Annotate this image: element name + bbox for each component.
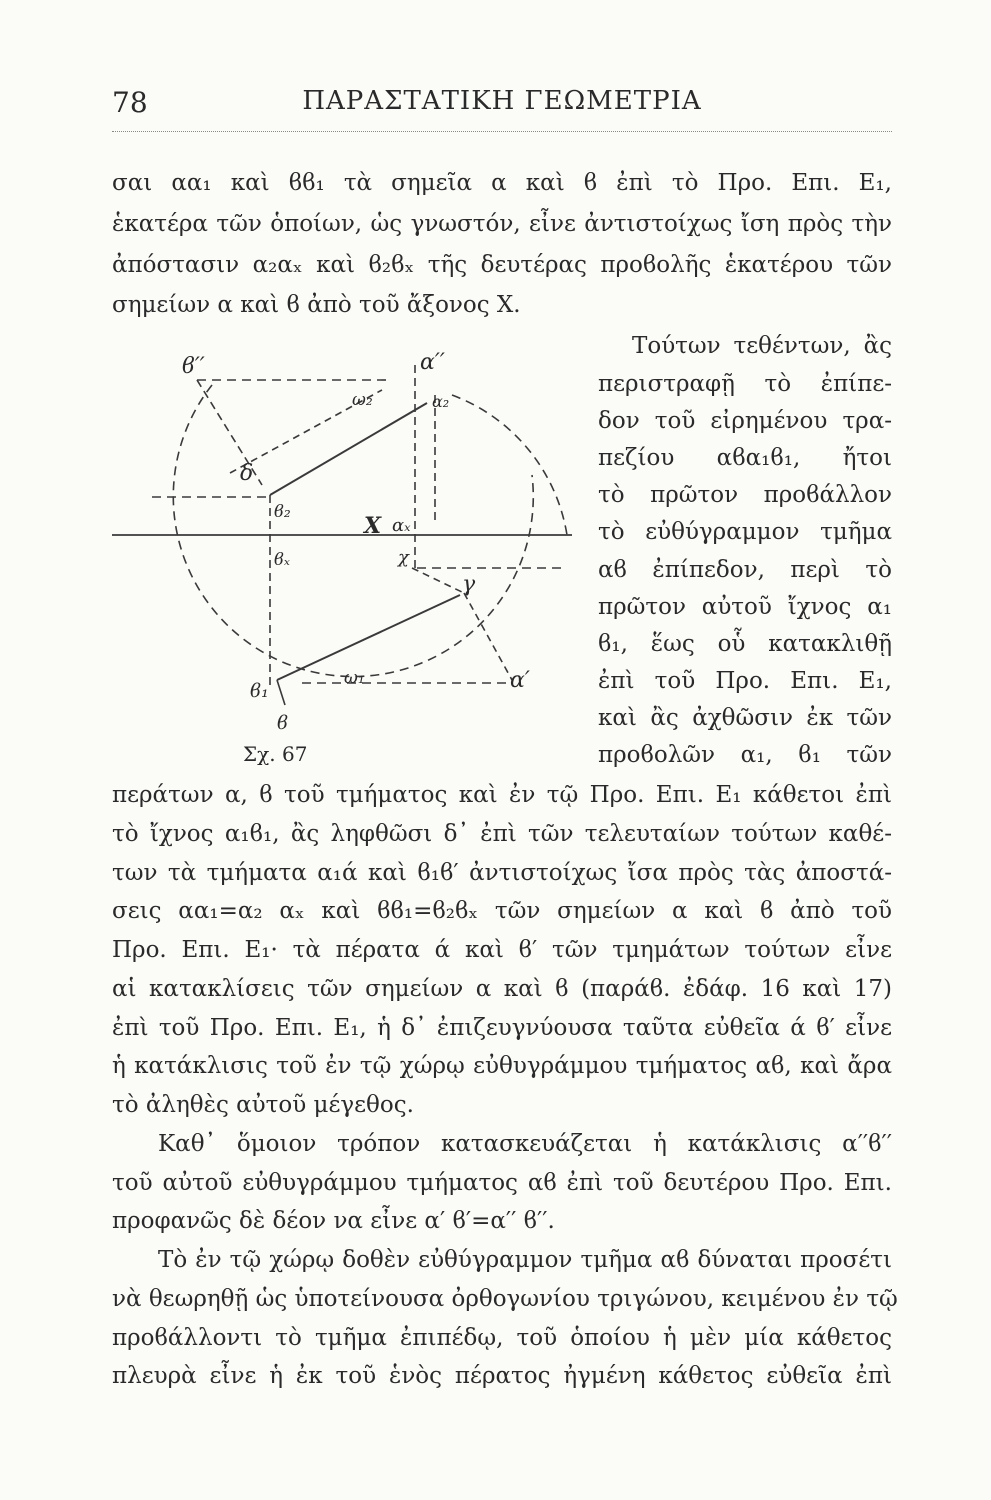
text-line: ἡ κατάκλισις τοῦ ἐν τῷ χώρῳ εὐθυγράμμου τμήματος αϐ, καὶ ἄρα: [112, 1053, 892, 1079]
label-aprime: α′: [510, 668, 530, 693]
text-line: τοῦ αὐτοῦ εὐθυγράμμου τμήματος αϐ ἐπὶ τοῦ δευτέρου Προ. Επι.: [112, 1170, 892, 1196]
text-line-right: προϐολῶν α₁, ϐ₁ τῶν: [598, 742, 892, 768]
label-a2: α₂: [432, 392, 450, 411]
segment-b2-a2: [270, 403, 427, 495]
text-line: τὸ ἴχνος α₁ϐ₁, ἂς ληφθῶσι δ᾿ ἐπὶ τῶν τελευταίων τούτων καθέ-: [112, 821, 892, 847]
label-X: Χ: [364, 513, 382, 539]
text-line: των τὰ τμήματα α₁ά καὶ ϐ₁ϐ′ ἀντιστοίχως ἴσα πρὸς τὰς ἀποστά-: [112, 860, 892, 886]
label-gamma: γ: [462, 572, 476, 597]
text-line: ἑκατέρα τῶν ὁποίων, ὡς γνωστόν, εἶνε ἀντιστοίχως ἴση πρὸς τὴν: [112, 211, 892, 237]
text-line-right: περιστραφῇ τὸ ἐπίπε-: [598, 371, 892, 397]
text-line: Καθ᾿ ὅμοιον τρόπον κατασκευάζεται ἡ κατάκλισις α′′ϐ′′: [158, 1131, 892, 1157]
running-title: ΠΑΡΑΣΤΑΤΙΚΗ ΓΕΩΜΕΤΡΙΑ: [302, 86, 702, 116]
text-line: πλευρὰ εἶνε ἡ ἐκ τοῦ ἑνὸς πέρατος ἠγμένη κάθετος εὐθεῖα ἐπὶ: [112, 1363, 892, 1389]
label-omega1: ω₁: [344, 668, 365, 688]
label-b2prime: ϐ′′: [182, 354, 205, 379]
text-line-right: ἐπὶ τοῦ Προ. Επι. Ε₁,: [598, 668, 892, 694]
segment-b1-gamma: [277, 595, 460, 680]
text-line-right: Τούτων τεθέντων, ἂς: [632, 333, 892, 359]
label-ax: αₓ: [392, 515, 411, 536]
text-line-right: ϐ₁, ἕως οὗ κατακλιθῇ: [598, 631, 892, 657]
page-header: [112, 86, 892, 130]
label-b: ϐ: [277, 712, 289, 734]
text-line-right: τὸ εὐθύγραμμον τμῆμα: [598, 519, 892, 545]
text-line: νὰ θεωρηθῇ ὡς ὑποτείνουσα ὀρθογωνίου τριγώνου, κειμένου ἐν τῷ: [112, 1286, 898, 1312]
segment-gamma-a: [464, 593, 512, 680]
header-rule: [112, 131, 892, 132]
text-line: προϐάλλοντι τὸ τμῆμα ἐπιπέδῳ, τοῦ ὁποίου ἡ μὲν μία κάθετος: [112, 1325, 892, 1351]
label-b2: ϐ₂: [274, 502, 291, 522]
text-line: περάτων α, ϐ τοῦ τμήματος καὶ ἐν τῷ Προ. Επι. Ε₁ κάθετοι ἐπὶ: [112, 782, 892, 808]
segment-b1-b: [277, 680, 285, 705]
label-x: χ: [398, 547, 409, 568]
figure-caption: Σχ. 67: [243, 742, 308, 766]
page-number: 78: [112, 86, 148, 119]
text-line: αἱ κατακλίσεις τῶν σημείων α καὶ ϐ (παράϐ. ἐδάφ. 16 καὶ 17): [112, 976, 892, 1002]
text-line-right: πρῶτον αὐτοῦ ἴχνος α₁: [598, 594, 892, 620]
text-line-right: πεζίου αϐα₁ϐ₁, ἤτοι: [598, 445, 892, 471]
label-a2prime: α′′: [420, 350, 445, 375]
label-omega2: ω₂: [352, 390, 373, 410]
circle-arc-right: [452, 395, 567, 535]
label-bx: ϐₓ: [274, 550, 290, 570]
text-line: σεις αα₁=α₂ αₓ καὶ ϐϐ₁=ϐ₂ϐₓ τῶν σημείων α καὶ ϐ ἀπὸ τοῦ: [112, 898, 892, 924]
segment-x-gamma: [412, 568, 464, 593]
text-line: Προ. Επι. Ε₁· τὰ πέρατα ά καὶ ϐ′ τῶν τμημάτων τούτων εἶνε: [112, 937, 892, 963]
label-b1: ϐ₁: [250, 680, 269, 702]
text-line: σαι αα₁ καὶ ϐϐ₁ τὰ σημεῖα α καὶ ϐ ἐπὶ τὸ Προ. Επι. Ε₁,: [112, 170, 892, 196]
text-line: ἐπὶ τοῦ Προ. Επι. Ε₁, ἡ δ᾿ ἐπιζευγνύουσα ταῦτα εὐθεῖα ά ϐ′ εἶνε: [112, 1015, 892, 1041]
text-line-right: δον τοῦ εἰρημένου τρα-: [598, 408, 892, 434]
text-line: σημείων α καὶ ϐ ἀπὸ τοῦ ἄξονος Χ.: [112, 292, 521, 318]
text-line-right: τὸ πρῶτον προϐάλλον: [598, 482, 892, 508]
text-line: ἀπόστασιν α₂αₓ καὶ ϐ₂ϐₓ τῆς δευτέρας προϐολῆς ἑκατέρου τῶν: [112, 252, 892, 278]
text-line-right: καὶ ἂς ἀχθῶσιν ἐκ τῶν: [598, 705, 892, 731]
text-line-right: αϐ ἐπίπεδον, περὶ τὸ: [598, 557, 892, 583]
label-delta: δ: [240, 461, 254, 486]
text-line: προφανῶς δὲ δέον να εἶνε α′ ϐ′=α′′ ϐ′′.: [112, 1208, 555, 1234]
figure-67: [112, 335, 592, 735]
text-line: Τὸ ἐν τῷ χώρῳ δοθὲν εὐθύγραμμον τμῆμα αϐ δύναται προσέτι: [158, 1247, 892, 1273]
text-line: τὸ ἀληθὲς αὐτοῦ μέγεθος.: [112, 1092, 414, 1118]
